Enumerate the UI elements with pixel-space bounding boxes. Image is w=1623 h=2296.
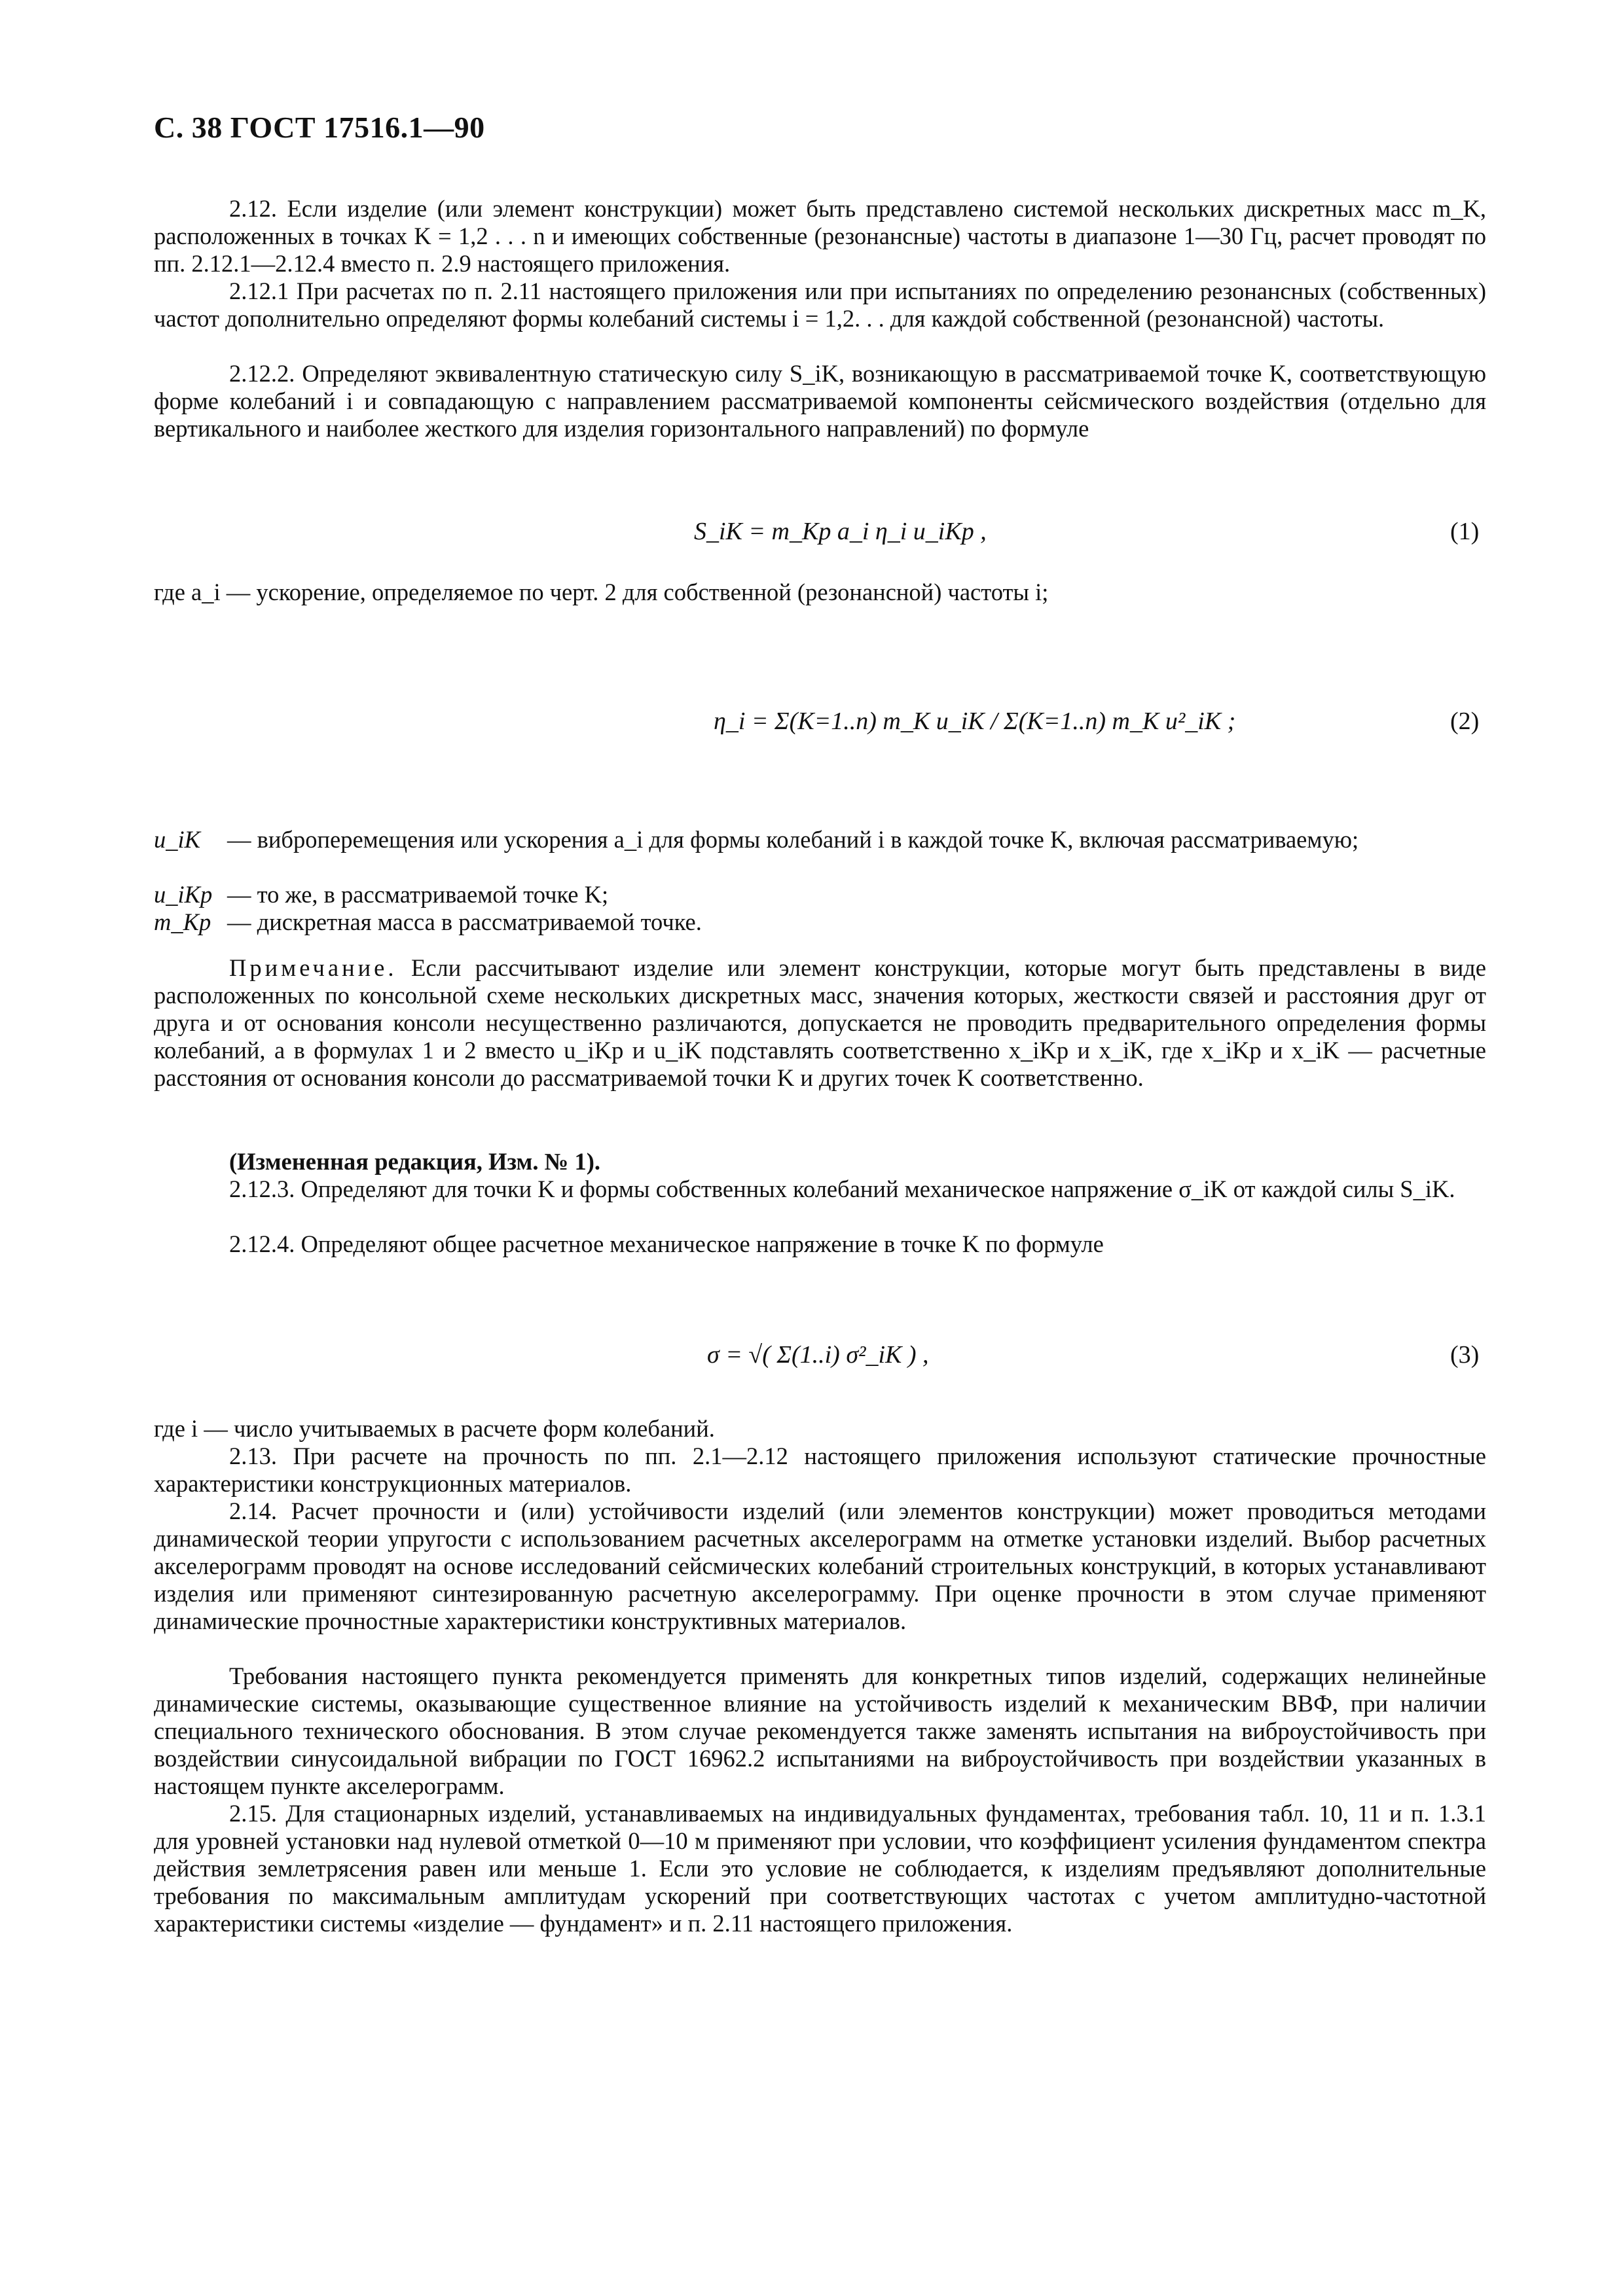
definition-term: u_iK <box>154 826 200 853</box>
formula-1: S_iK = m_Kp a_i η_i u_iKp , <box>694 518 987 545</box>
paragraph-2-12-1: 2.12.1 При расчетах по п. 2.11 настоящего приложения или при испытаниях по определению резонансных (собственных) частот дополнительно определяют формы колебаний системы i = 1,2. . . для каждой собственной (резонансной) частоты. <box>154 278 1486 332</box>
note-label: Примечание. <box>229 954 397 981</box>
equation-number-3: (3) <box>1450 1341 1480 1369</box>
definition-text: — дискретная масса в рассматриваемой точке. <box>227 908 702 935</box>
paragraph-2-12-4: 2.12.4. Определяют общее расчетное механическое напряжение в точке K по формуле <box>229 1230 1104 1257</box>
equation-number-2: (2) <box>1450 708 1480 735</box>
definition-term: u_iKp <box>154 881 213 908</box>
note-text: Если рассчитывают изделие или элемент конструкции, которые могут быть представлены в виде расположенных по консольной схеме нескольких дискретных масс, значения которых, жесткости связей и расстояния друг от друга и от основания консоли несущественно различаются, допускается не проводить предварительного определения формы колебаний, а в формулах 1 и 2 вместо u_iKp и u_iK подставлять соответственно x_iKp и x_iK, где x_iKp и x_iK — расчетные расстояния от основания консоли до рассматриваемой точки K и других точек K соответственно. <box>154 954 1487 1091</box>
definition-uikp <box>154 881 1486 908</box>
equation-number-1: (1) <box>1450 518 1480 545</box>
paragraph-2-15: 2.15. Для стационарных изделий, устанавливаемых на индивидуальных фундаментах, требования табл. 10, 11 и п. 1.3.1 для уровней установки над нулевой отметкой 0—10 м применяют при условии, что коэффициент усиления фундаментом спектра действия землетрясения равен или меньше 1. Если это условие не соблюдается, к изделиям предъявляют дополнительные требования по максимальным амплитудам ускорений при соответствующих частотах с учетом амплитудно-частотной характеристики системы «изделие — фундамент» и п. 2.11 настоящего приложения. <box>154 1800 1486 1937</box>
paragraph-2-14: 2.14. Расчет прочности и (или) устойчивости изделий (или элементов конструкции) может проводиться методами динамической теории упругости с использованием расчетных акселерограмм на отметке установки изделий. Выбор расчетных акселерограмм проводят на основе исследований сейсмических колебаний строительных конструкций, в которых устанавливают изделия или применяют синтезированную расчетную акселерограмму. При оценке прочности в этом случае применяют динамические прочностные характеристики конструктивных материалов. <box>154 1498 1486 1634</box>
where-i: где i — число учитываемых в расчете форм колебаний. <box>154 1415 715 1442</box>
note-paragraph <box>154 954 1486 1092</box>
definition-term: m_Kp <box>154 908 211 935</box>
formula-3: σ = √( Σ(1..i) σ²_iK ) , <box>707 1341 929 1369</box>
page-header: С. 38 ГОСТ 17516.1—90 <box>154 111 485 144</box>
paragraph-2-12: 2.12. Если изделие (или элемент конструкции) может быть представлено системой нескольких дискретных масс m_K, расположенных в точках K = 1,2 . . . n и имеющих собственные (резонансные) частоты в диапазоне 1—30 Гц, расчет проводят по пп. 2.12.1—2.12.4 вместо п. 2.9 настоящего приложения. <box>154 195 1486 277</box>
definition-mkp <box>154 908 1486 936</box>
paragraph-2-13: 2.13. При расчете на прочность по пп. 2.1—2.12 настоящего приложения используют статические прочностные характеристики конструкционных материалов. <box>154 1443 1486 1497</box>
paragraph-2-14-requirements: Требования настоящего пункта рекомендуется применять для конкретных типов изделий, содержащих нелинейные динамические системы, оказывающие существенное влияние на устойчивость изделий к механическим ВВФ, при наличии специального технического обоснования. В этом случае рекомендуется также заменять испытания на виброустойчивость при воздействии синусоидальной вибрации по ГОСТ 16962.2 испытаниями на виброустойчивость при воздействии указанных в настоящем пункте акселерограмм. <box>154 1662 1486 1799</box>
paragraph-2-12-2: 2.12.2. Определяют эквивалентную статическую силу S_iK, возникающую в рассматриваемой точке K, соответствующую форме колебаний i и совпадающую с направлением рассматриваемой компоненты сейсмического воздействия (отдельно для вертикального и наиболее жесткого для изделия горизонтального направлений) по формуле <box>154 360 1486 442</box>
formula-2: η_i = Σ(K=1..n) m_K u_iK / Σ(K=1..n) m_K u²_iK ; <box>714 708 1236 735</box>
definition-uik <box>154 826 1486 853</box>
amendment-note: (Измененная редакция, Изм. № 1). <box>229 1148 600 1175</box>
definition-text: — виброперемещения или ускорения a_i для формы колебаний i в каждой точке K, включая рассматриваемую; <box>227 826 1359 853</box>
definition-text: — то же, в рассматриваемой точке K; <box>227 881 609 908</box>
where-ai: где a_i — ускорение, определяемое по черт. 2 для собственной (резонансной) частоты i; <box>154 579 1049 605</box>
paragraph-2-12-3: 2.12.3. Определяют для точки K и формы собственных колебаний механическое напряжение σ_iK от каждой силы S_iK. <box>229 1175 1455 1202</box>
